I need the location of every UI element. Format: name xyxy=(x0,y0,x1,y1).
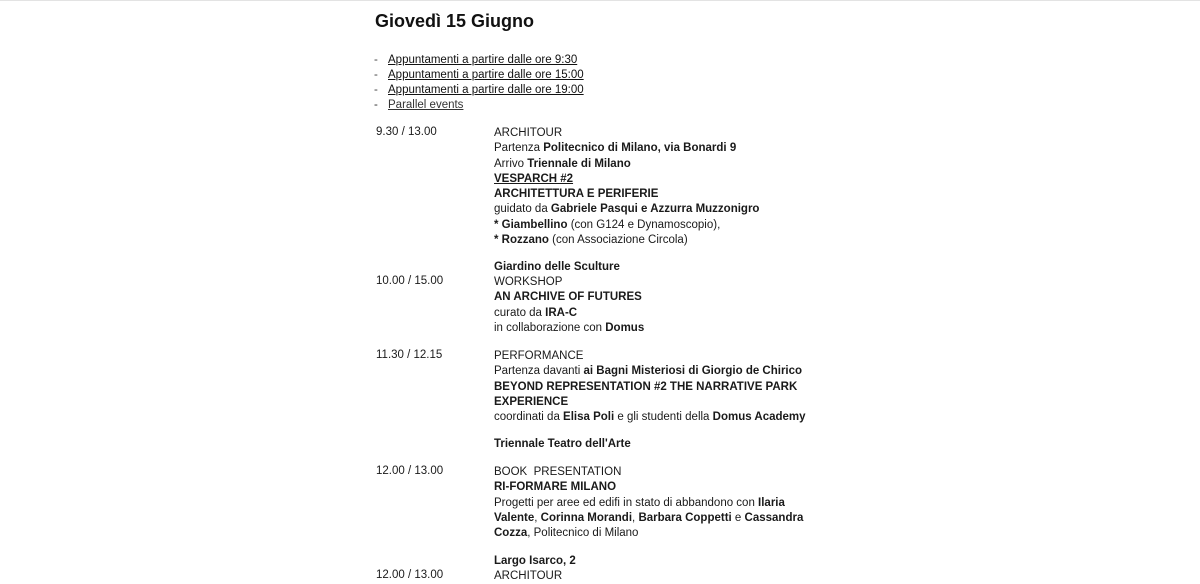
person-name: Valente xyxy=(494,511,535,524)
event-type: ARCHITOUR xyxy=(494,127,563,139)
anchor-nav xyxy=(374,53,584,113)
person-name: Cozza xyxy=(494,527,528,540)
event-title xyxy=(494,290,644,305)
person-name: Ilaria xyxy=(758,496,785,509)
person-name: Cassandra xyxy=(744,511,804,524)
arrival-place: Triennale di Milano xyxy=(527,157,631,170)
event-type: PERFORMANCE xyxy=(494,350,584,362)
event-coordinators xyxy=(494,410,806,425)
coord-people: Elisa Poli xyxy=(563,411,615,424)
stop-name: * Rozzano xyxy=(494,234,549,247)
coord-prefix: coordinati da xyxy=(494,411,564,424)
person-name: Corinna Morandi xyxy=(540,511,633,524)
event-desc-line-3 xyxy=(494,526,803,541)
event-details xyxy=(494,275,644,336)
event-time: 12.00 / 13.00 xyxy=(376,465,444,477)
departure-place: ai Bagni Misteriosi di Giorgio de Chirico xyxy=(583,365,803,378)
event-title-text: ARCHITETTURA E PERIFERIE xyxy=(494,188,659,201)
nav-item-1900 xyxy=(374,83,584,98)
event-series xyxy=(494,172,759,187)
venue-heading: Largo Isarco, 2 xyxy=(494,555,576,567)
guide-names: Gabriele Pasqui e Azzurra Muzzonigro xyxy=(550,203,760,216)
stop-note: (con Associazione Circola) xyxy=(548,234,688,247)
venue-heading: Giardino delle Sculture xyxy=(494,261,620,273)
event-time: 12.00 / 13.00 xyxy=(376,569,444,581)
curator-name: IRA-C xyxy=(545,306,578,319)
event-departure xyxy=(494,364,806,379)
event-type: ARCHITOUR xyxy=(494,570,563,582)
arrival-prefix: Arrivo xyxy=(494,157,528,170)
separator: e xyxy=(731,511,745,524)
event-desc-line-2 xyxy=(494,511,803,526)
top-divider xyxy=(0,0,1200,1)
partner-name: Domus xyxy=(605,321,645,334)
event-title-text: AN ARCHIVE OF FUTURES xyxy=(494,291,642,304)
series-link[interactable]: VESPARCH #2 xyxy=(494,172,574,185)
desc-text: , Politecnico di Milano xyxy=(527,527,639,540)
event-departure xyxy=(494,141,759,156)
person-name: Barbara Coppetti xyxy=(638,511,732,524)
event-guides xyxy=(494,202,759,217)
event-title-line-1 xyxy=(494,380,806,395)
event-title xyxy=(494,480,803,495)
stop-name: * Giambellino xyxy=(494,218,568,231)
collab-prefix: in collaborazione con xyxy=(494,321,606,334)
event-title-text: RI-FORMARE MILANO xyxy=(494,481,617,494)
separator: , xyxy=(534,511,541,524)
bullet-dash: - xyxy=(374,99,378,111)
event-title-line-2 xyxy=(494,395,806,410)
event-details xyxy=(494,126,759,248)
event-title-text: EXPERIENCE xyxy=(494,395,569,408)
stop-note: (con G124 e Dynamoscopio), xyxy=(567,218,721,231)
event-details xyxy=(494,465,803,541)
bullet-dash: - xyxy=(374,54,378,66)
desc-text: Progetti per aree ed edifi in stato di abbandono con xyxy=(494,496,759,509)
curated-prefix: curato da xyxy=(494,306,546,319)
link-parallel-events[interactable]: Parallel events xyxy=(388,99,464,111)
venue-heading: Triennale Teatro dell'Arte xyxy=(494,438,631,450)
bullet-dash: - xyxy=(374,84,378,96)
departure-prefix: Partenza davanti xyxy=(494,365,584,378)
event-time: 11.30 / 12.15 xyxy=(376,349,443,361)
coord-suffix: e gli studenti della xyxy=(614,411,713,424)
nav-item-930 xyxy=(374,53,584,68)
event-desc-line-1 xyxy=(494,496,803,511)
event-title xyxy=(494,187,759,202)
guide-prefix: guidato da xyxy=(494,203,551,216)
departure-prefix: Partenza xyxy=(494,142,544,155)
nav-item-parallel xyxy=(374,98,584,113)
separator: , xyxy=(632,511,639,524)
event-arrival xyxy=(494,157,759,172)
nav-item-1500 xyxy=(374,68,584,83)
coord-org: Domus Academy xyxy=(712,411,806,424)
event-curator xyxy=(494,306,644,321)
link-appuntamenti-930[interactable]: Appuntamenti a partire dalle ore 9:30 xyxy=(388,54,578,66)
event-collaboration xyxy=(494,321,644,336)
event-type: WORKSHOP xyxy=(494,276,563,288)
departure-place: Politecnico di Milano, via Bonardi 9 xyxy=(543,142,737,155)
page-title: Giovedì 15 Giugno xyxy=(375,11,535,31)
event-details xyxy=(494,349,806,425)
link-appuntamenti-1500[interactable]: Appuntamenti a partire dalle ore 15:00 xyxy=(388,69,584,81)
bullet-dash: - xyxy=(374,69,378,81)
event-details xyxy=(494,569,562,584)
event-time: 10.00 / 15.00 xyxy=(376,275,444,287)
event-type: BOOK PRESENTATION xyxy=(494,466,622,478)
link-appuntamenti-1900[interactable]: Appuntamenti a partire dalle ore 19:00 xyxy=(388,84,584,96)
event-stop-2 xyxy=(494,233,759,248)
event-time: 9.30 / 13.00 xyxy=(376,126,437,138)
event-title-text: BEYOND REPRESENTATION #2 THE NARRATIVE PARK xyxy=(494,380,798,393)
event-stop-1 xyxy=(494,218,759,233)
